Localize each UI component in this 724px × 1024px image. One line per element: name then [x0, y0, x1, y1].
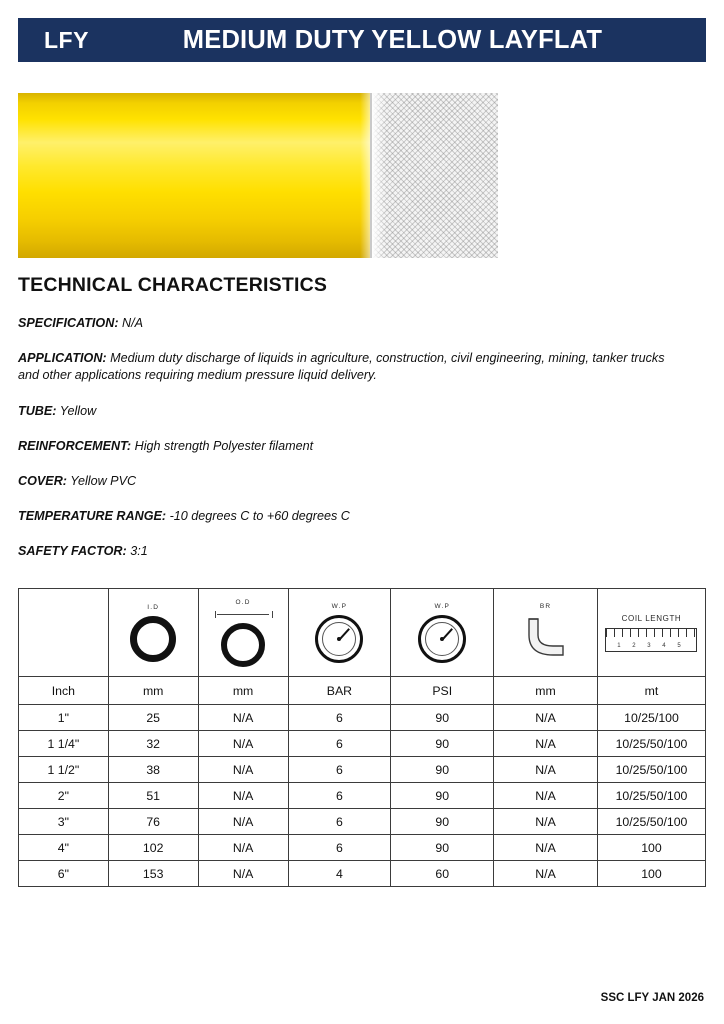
- cell-od-mm: N/A: [198, 731, 288, 757]
- cell-wp-bar: 6: [288, 705, 391, 731]
- icon-cell-od: [198, 589, 288, 677]
- unit-cell: mt: [597, 677, 705, 705]
- pressure-gauge-icon: [418, 615, 466, 663]
- unit-cell: mm: [108, 677, 198, 705]
- specification-table-wrapper: [18, 588, 706, 887]
- table-icon-header-row: [19, 589, 706, 677]
- unit-cell: PSI: [391, 677, 494, 705]
- icon-label: W.P: [434, 602, 450, 610]
- table-row: [19, 783, 706, 809]
- product-image: [18, 93, 498, 258]
- cell-wp-bar: 4: [288, 861, 391, 887]
- cell-wp-bar: 6: [288, 809, 391, 835]
- unit-cell: BAR: [288, 677, 391, 705]
- cell-br-mm: N/A: [494, 861, 598, 887]
- section-title: TECHNICAL CHARACTERISTICS: [18, 274, 328, 296]
- cell-coil-length: 10/25/100: [597, 705, 705, 731]
- cell-inch: 4": [19, 835, 109, 861]
- cell-coil-length: 10/25/50/100: [597, 757, 705, 783]
- icon-cell-empty: [19, 589, 109, 677]
- icon-label: O.D: [235, 598, 251, 606]
- icon-cell-wp-psi: [391, 589, 494, 677]
- unit-cell: Inch: [19, 677, 109, 705]
- cell-wp-psi: 90: [391, 731, 494, 757]
- cell-wp-bar: 6: [288, 731, 391, 757]
- spec-label: REINFORCEMENT:: [18, 439, 132, 453]
- cell-inch: 1": [19, 705, 109, 731]
- cell-wp-bar: 6: [288, 835, 391, 861]
- unit-cell: mm: [494, 677, 598, 705]
- spec-value: 3:1: [130, 544, 148, 558]
- cell-inch: 2": [19, 783, 109, 809]
- cell-od-mm: N/A: [198, 861, 288, 887]
- page-title: MEDIUM DUTY YELLOW LAYFLAT: [182, 25, 603, 54]
- spec-value: N/A: [122, 316, 144, 330]
- specs-list: [18, 315, 678, 578]
- cell-id-mm: 102: [108, 835, 198, 861]
- cell-id-mm: 51: [108, 783, 198, 809]
- cell-od-mm: N/A: [198, 705, 288, 731]
- ruler-icon: [605, 628, 697, 652]
- cell-coil-length: 10/25/50/100: [597, 783, 705, 809]
- table-units-row: [19, 677, 706, 705]
- table-row: [19, 731, 706, 757]
- spec-value: Yellow PVC: [70, 474, 137, 488]
- icon-cell-coil-length: [597, 589, 705, 677]
- spec-application: [18, 350, 678, 384]
- spec-value: Yellow: [59, 404, 97, 418]
- icon-cell-br: [494, 589, 598, 677]
- cell-wp-bar: 6: [288, 757, 391, 783]
- icon-label: BR: [539, 602, 552, 610]
- icon-cell-id: [108, 589, 198, 677]
- spec-tube: [18, 403, 678, 420]
- spec-safety-factor: [18, 543, 678, 560]
- hose-body: [18, 93, 370, 258]
- icon-label: W.P: [331, 602, 348, 610]
- cell-br-mm: N/A: [494, 705, 598, 731]
- cell-inch: 6": [19, 861, 109, 887]
- cell-id-mm: 25: [108, 705, 198, 731]
- spec-label: SAFETY FACTOR:: [18, 544, 127, 558]
- cell-od-mm: N/A: [198, 835, 288, 861]
- cell-br-mm: N/A: [494, 731, 598, 757]
- specification-table: [18, 588, 706, 887]
- spec-label: APPLICATION:: [18, 351, 107, 365]
- spec-label: COVER:: [18, 474, 67, 488]
- dimension-arrow-icon: [215, 611, 271, 618]
- cell-wp-psi: 90: [391, 783, 494, 809]
- table-row: [19, 835, 706, 861]
- cell-od-mm: N/A: [198, 783, 288, 809]
- cell-id-mm: 32: [108, 731, 198, 757]
- table-row: [19, 809, 706, 835]
- spec-label: TEMPERATURE RANGE:: [18, 509, 167, 523]
- cell-br-mm: N/A: [494, 835, 598, 861]
- cell-wp-psi: 90: [391, 705, 494, 731]
- spec-value: High strength Polyester filament: [134, 439, 314, 453]
- cell-id-mm: 153: [108, 861, 198, 887]
- spec-label: SPECIFICATION:: [18, 316, 119, 330]
- cell-id-mm: 38: [108, 757, 198, 783]
- cell-br-mm: N/A: [494, 783, 598, 809]
- cell-wp-bar: 6: [288, 783, 391, 809]
- ruler-numbers: 1 2 3 4 5: [617, 642, 686, 649]
- pressure-gauge-icon: [315, 615, 363, 663]
- spec-value: Medium duty discharge of liquids in agriculture, construction, civil engineering, mining, tanker trucks and other applications requiring medium pressure liquid delivery.: [18, 351, 665, 382]
- icon-label: I.D: [147, 603, 160, 611]
- spec-reinforcement: [18, 438, 678, 455]
- spec-value: -10 degrees C to +60 degrees C: [169, 509, 350, 523]
- spec-cover: [18, 473, 678, 490]
- spec-label: TUBE:: [18, 404, 57, 418]
- cell-wp-psi: 60: [391, 861, 494, 887]
- icon-label: COIL LENGTH: [621, 613, 682, 623]
- cell-wp-psi: 90: [391, 809, 494, 835]
- icon-cell-wp-bar: [288, 589, 391, 677]
- cell-inch: 1 1/2": [19, 757, 109, 783]
- page-header: [18, 18, 706, 62]
- spec-temperature-range: [18, 508, 678, 525]
- cell-wp-psi: 90: [391, 835, 494, 861]
- cell-coil-length: 100: [597, 835, 705, 861]
- od-ring-icon: [221, 623, 265, 667]
- table-row: [19, 705, 706, 731]
- id-ring-icon: [130, 616, 176, 662]
- cell-coil-length: 100: [597, 861, 705, 887]
- table-row: [19, 861, 706, 887]
- cell-coil-length: 10/25/50/100: [597, 809, 705, 835]
- cell-od-mm: N/A: [198, 809, 288, 835]
- cell-wp-psi: 90: [391, 757, 494, 783]
- cell-inch: 1 1/4": [19, 731, 109, 757]
- hose-woven-end: [370, 93, 498, 258]
- cell-br-mm: N/A: [494, 757, 598, 783]
- cell-id-mm: 76: [108, 809, 198, 835]
- unit-cell: mm: [198, 677, 288, 705]
- cell-od-mm: N/A: [198, 757, 288, 783]
- table-row: [19, 757, 706, 783]
- cell-coil-length: 10/25/50/100: [597, 731, 705, 757]
- spec-specification: [18, 315, 678, 332]
- cell-br-mm: N/A: [494, 809, 598, 835]
- cell-inch: 3": [19, 809, 109, 835]
- brand-logo: LFY: [44, 26, 89, 53]
- bend-radius-icon: [519, 615, 573, 663]
- footer-code: SSC LFY JAN 2026: [600, 992, 704, 1004]
